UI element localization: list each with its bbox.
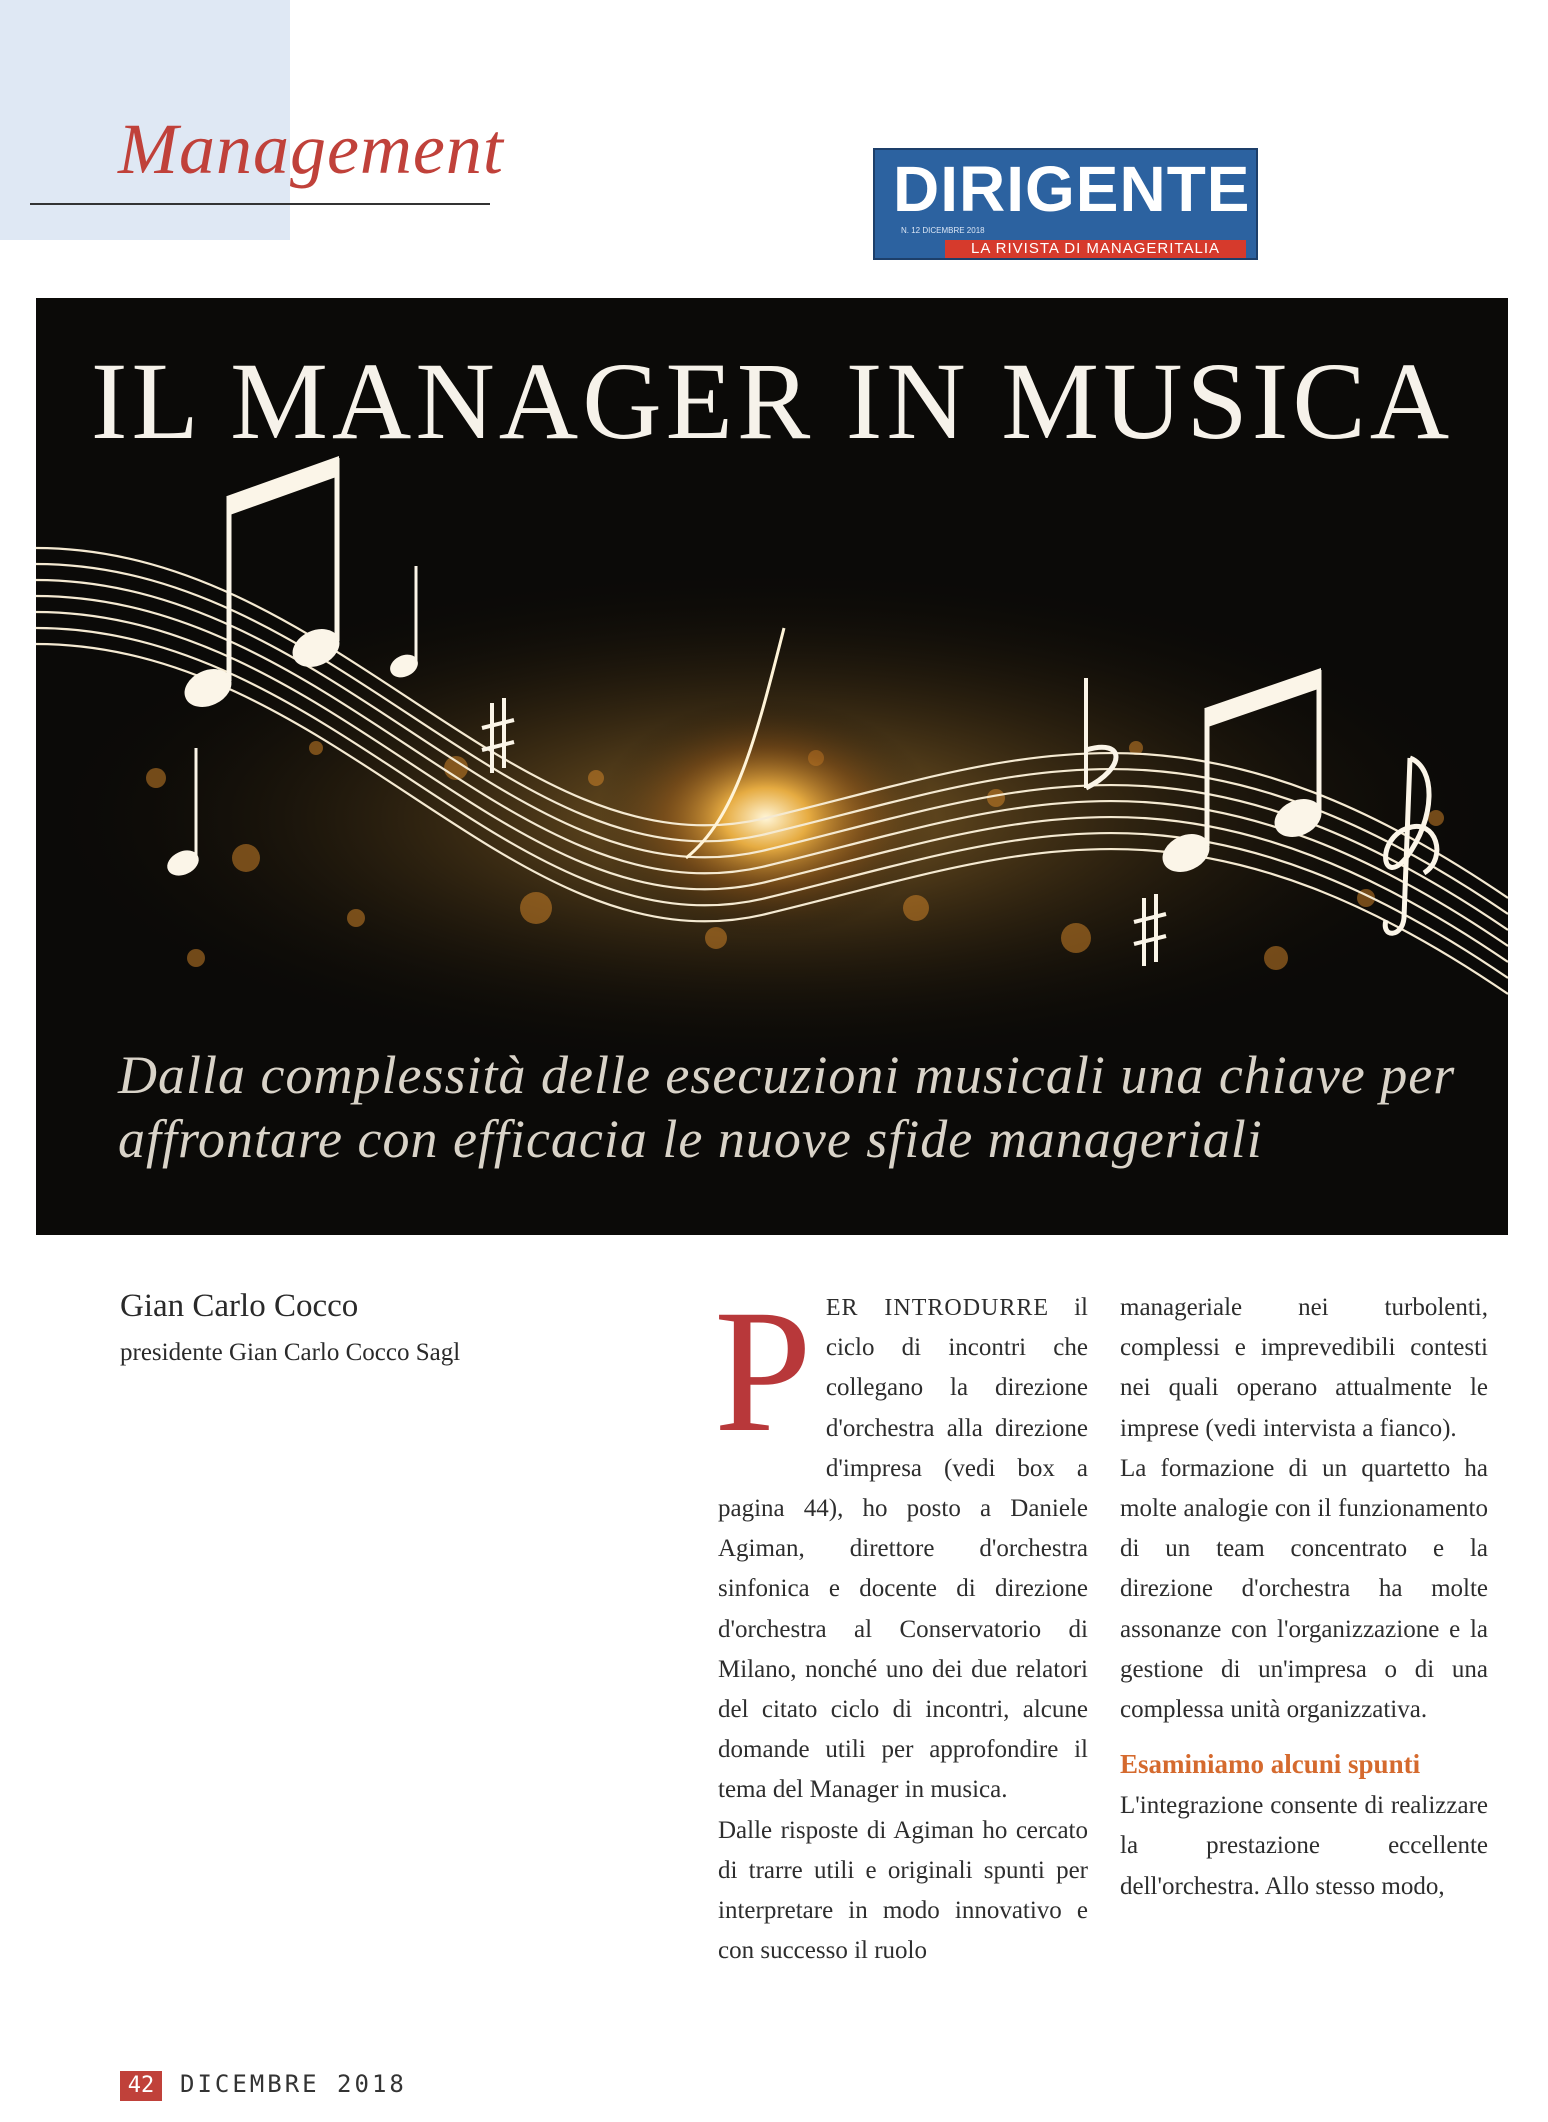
- body-paragraph: L'integrazione consente di realizzare la prestazione eccellente dell'orchestra. Allo stesso modo,: [1120, 1792, 1488, 1900]
- section-subheading: Esaminiamo alcuni spunti: [1120, 1749, 1421, 1780]
- article-subtitle: Dalla complessità delle esecuzioni musicali una chiave per affrontare con efficacia le nuove sfide manageriali: [118, 1045, 1456, 1169]
- body-paragraph: La formazione di un quartetto ha molte analogie con il funzionamento di un team concentrato e la direzione d'orchestra ha molte assonanze con l'organizzazione e la gestione di un'impresa o di una complessa unità organizzativa.: [1120, 1454, 1488, 1724]
- body-paragraph: manageriale nei turbolenti, complessi e imprevedibili contesti nei quali operano attualmente le imprese (vedi intervista a fianco).: [1120, 1294, 1488, 1442]
- body-column-1: [714, 1274, 1088, 1971]
- body-paragraph-text: il ciclo di incontri che collegano la direzione d'orchestra alla direzione d'impresa (vedi box a pagina 44), ho posto a Daniele Agiman, direttore d'orchestra sinfonica e docente di direzione d'orchestra al Conservatorio di Milano, nonché uno dei due relatori del citato ciclo di incontri, alcune domande utili per approfondire il tema del Manager in musica.: [718, 1294, 1088, 1804]
- hero-banner: [36, 298, 1508, 1235]
- author-role: presidente Gian Carlo Cocco Sagl: [120, 1339, 461, 1366]
- issue-date: DICEMBRE 2018: [180, 2070, 407, 2098]
- lead-in-caps: ER INTRODURRE: [825, 1295, 1050, 1321]
- page-number: 42: [120, 2071, 162, 2101]
- section-divider: [30, 203, 490, 205]
- magazine-issue-label: N. 12 DICEMBRE 2018: [901, 226, 985, 235]
- body-paragraph: Dalle risposte di Agiman ho cercato di trarre utili e originali spunti per interpretare in modo innovativo e con successo il ruolo: [718, 1816, 1088, 1965]
- magazine-logo: [873, 148, 1258, 260]
- magazine-logo-name: DIRIGENTE: [893, 153, 1251, 225]
- section-label: Management: [118, 109, 504, 189]
- magazine-logo-tagline: LA RIVISTA DI MANAGERITALIA: [945, 240, 1246, 258]
- body-paragraph: [714, 1274, 1088, 1811]
- author-name: Gian Carlo Cocco: [120, 1288, 359, 1324]
- body-column-2: [1120, 1288, 1488, 1907]
- article-title: IL MANAGER IN MUSICA: [90, 340, 1454, 462]
- drop-cap: P: [714, 1274, 812, 1469]
